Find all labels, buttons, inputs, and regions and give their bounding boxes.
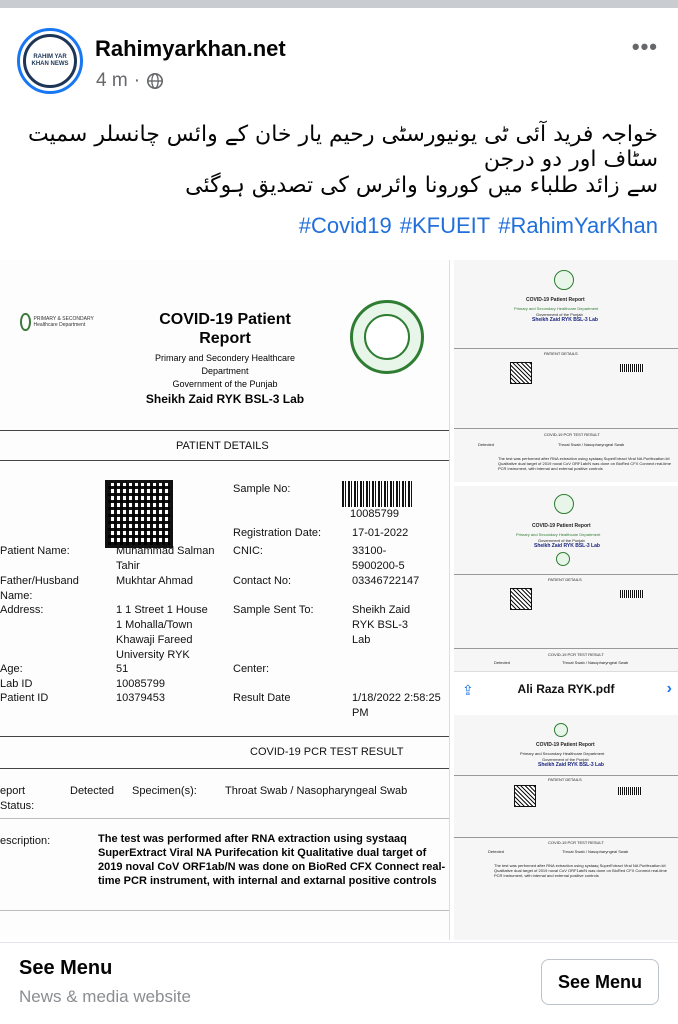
pdf-preview-bar (454, 671, 678, 711)
punjab-seal (350, 300, 424, 374)
result-date-value: 1/18/2022 2:58:25 PM (352, 692, 441, 719)
thumb-seal (554, 494, 574, 514)
hashtag-list (299, 213, 658, 239)
sample-no-label: Sample No: (233, 483, 291, 495)
post-header (0, 20, 678, 100)
report-status-value: Detected (70, 785, 115, 797)
globe-icon (146, 72, 164, 90)
thumb-divider (454, 348, 678, 349)
report-lab: Sheikh Zaid RYK BSL-3 Lab (145, 392, 305, 406)
thumb-title: COVID-19 Patient Report (532, 523, 591, 529)
thumb-divider (454, 837, 678, 838)
see-menu-button[interactable]: See Menu (541, 959, 659, 1005)
more-options-icon[interactable]: ••• (631, 34, 658, 59)
see-menu-title[interactable]: See Menu (19, 957, 113, 979)
thumb-barcode (618, 787, 642, 795)
thumb-divider (454, 648, 678, 649)
post-text-line-1: خواجہ فرید آئی ٹی یونیورسٹی رحیم یار خان کے وائس چانسلر سمیت سٹاف اور دو درجن (27, 122, 658, 172)
thumb-specimen: Throat Swab / Nasopharyngeal Swab (558, 442, 625, 447)
share-icon[interactable]: ⇪ (462, 682, 474, 698)
thumbnail-report-2[interactable] (454, 486, 678, 711)
thumb-detected: Detected (488, 849, 505, 854)
page-category: News & media website (19, 987, 191, 1006)
thumb-lab: Sheikh Zaid RYK BSL-3 Lab (532, 317, 598, 323)
thumb-patient-details: PATIENT DETAILS (548, 777, 582, 782)
thumbnail-report-1[interactable] (454, 260, 678, 482)
thumb-detected: Detected (478, 442, 495, 447)
hashtag-rahimyarkhan[interactable]: #RahimYarKhan (498, 213, 658, 238)
thumb-dept: Primary and Secondary Healthcare Department (516, 532, 601, 537)
divider (0, 736, 450, 737)
thumbnail-report-3[interactable] (454, 715, 678, 940)
age-value: 51 (116, 663, 129, 675)
post-meta (96, 70, 164, 92)
thumb-patient-details: PATIENT DETAILS (548, 577, 582, 582)
logo-text: PRIMARY & SECONDARY Healthcare Department (33, 316, 94, 328)
thumb-gov: Government of the Punjab (542, 757, 589, 762)
report-department (140, 352, 310, 391)
thumb-dept: Primary and Secondary Healthcare Department (514, 306, 599, 311)
patient-id-value: 10379453 (116, 692, 165, 704)
pdf-file-name[interactable]: Ali Raza RYK.pdf (517, 682, 615, 696)
contact-value: 03346722147 (352, 575, 420, 587)
report-status-label: eport Status: (0, 785, 35, 812)
thumb-divider (454, 574, 678, 575)
main-report-image[interactable] (0, 260, 450, 940)
sample-no-value: 10085799 (350, 508, 399, 520)
thumb-qr-code (514, 785, 536, 807)
meta-separator: · (133, 70, 141, 91)
qr-code (105, 480, 173, 548)
thumb-lab: Sheikh Zaid RYK BSL-3 Lab (534, 543, 600, 549)
top-divider (0, 0, 678, 8)
patient-id-label: Patient ID (0, 692, 49, 704)
divider (0, 768, 450, 769)
avatar-logo-text: RAHIM YAR KHAN NEWS (31, 54, 69, 67)
thumb-gov: Government of the Punjab (538, 538, 585, 543)
page-name[interactable]: Rahimyarkhan.net (95, 36, 286, 61)
health-dept-logo (20, 310, 95, 334)
chevron-right-icon[interactable]: › (666, 680, 672, 697)
result-date-label: Result Date (233, 692, 291, 704)
contact-label: Contact No: (233, 575, 292, 587)
thumb-barcode (620, 364, 644, 372)
thumb-qr-code (510, 588, 532, 610)
post-time[interactable]: 4 m (96, 70, 128, 91)
address-value: 1 1 Street 1 House 1 Mohalla/Town Khawaji Fareed University RYK (116, 604, 208, 661)
patient-details-heading: PATIENT DETAILS (176, 440, 269, 452)
sent-to-label: Sample Sent To: (233, 604, 314, 616)
divider (0, 430, 450, 431)
father-name-label: Father/Husband Name: (0, 575, 79, 602)
thumb-qr-code (510, 362, 532, 384)
address-label: Address: (0, 604, 44, 616)
thumb-specimen: Throat Swab / Nasopharyngeal Swab (562, 660, 629, 665)
post-text-line-2: سے زائد طلباء میں کورونا وائرس کی تصدیق ہوگئی (185, 173, 658, 198)
barcode (342, 481, 412, 507)
cnic-label: CNIC: (233, 545, 263, 557)
report-title: COVID-19 Patient Report (159, 311, 291, 347)
thumb-pcr: COVID-19 PCR TEST RESULT (548, 652, 604, 657)
thumb-dept: Primary and Secondary Healthcare Department (520, 751, 605, 756)
post-image-grid (0, 260, 678, 940)
center-label: Center: (233, 663, 270, 675)
report-gov: Government of the Punjab (172, 379, 278, 389)
thumb-pcr: COVID-19 PCR TEST RESULT (544, 432, 600, 437)
thumb-gov: Government of the Punjab (536, 312, 583, 317)
thumb-stamp (556, 552, 570, 566)
patient-name-label: Patient Name: (0, 545, 70, 557)
thumb-specimen: Throat Swab / Nasopharyngeal Swab (562, 849, 629, 854)
divider (0, 460, 450, 461)
description-label: escription: (0, 835, 51, 847)
thumb-lab: Sheikh Zaid RYK BSL-3 Lab (538, 762, 604, 768)
divider (0, 818, 450, 819)
thumb-desc: The test was performed after RNA extraction using systaaq SuperExtract Viral NA Purifecation kit Qualitative dual target of 2019 noval CoV ORF1ab/N was done on BioRed CFX Connect real-time PCR instrument, with internal and external positive controls (498, 456, 671, 471)
pcr-result-heading: COVID-19 PCR TEST RESULT (250, 746, 404, 758)
thumb-divider (454, 775, 678, 776)
thumb-pcr: COVID-19 PCR TEST RESULT (548, 840, 604, 845)
sent-to-value: Sheikh Zaid RYK BSL-3 Lab (352, 604, 411, 646)
thumb-desc: The test was performed after RNA extraction using systaaq SuperExtract Viral NA Purifecation kit Qualitative dual target of 2019 noval CoV ORF1ab/N was done on BioRed CFX Connect real-time PCR instrument, with internal and external positive controls (494, 863, 667, 878)
age-label: Age: (0, 663, 23, 675)
page-avatar[interactable] (17, 28, 83, 94)
thumb-title: COVID-19 Patient Report (536, 742, 595, 748)
hashtag-kfueit[interactable]: #KFUEIT (399, 213, 491, 238)
thumb-barcode (620, 590, 644, 598)
specimen-label: Specimen(s): (132, 785, 197, 797)
thumb-title: COVID-19 Patient Report (526, 297, 585, 303)
description-value: The test was performed after RNA extraction using systaaq SuperExtract Viral NA Purifecation kit Qualitative dual target of 2019 noval CoV ORF1ab/N was done on BioRed CFX Connect real-time PCR instrument, with internal and extarnal positive controls (98, 833, 446, 887)
cnic-value: 33100-5900200-5 (352, 545, 405, 572)
registration-date-label: Registration Date: (233, 527, 322, 539)
hashtag-covid19[interactable]: #Covid19 (298, 213, 392, 238)
specimen-value: Throat Swab / Nasopharyngeal Swab (225, 785, 408, 797)
report-dept-name: Primary and Secondery Healthcare Department (154, 353, 296, 376)
father-name-value: Mukhtar Ahmad (116, 575, 194, 587)
divider (0, 910, 450, 911)
thumb-seal (554, 723, 568, 737)
registration-date-value: 17-01-2022 (352, 527, 409, 539)
thumb-detected: Detected (494, 660, 511, 665)
lab-id-label: Lab ID (0, 678, 33, 690)
logo-mark (20, 313, 31, 331)
lab-id-value: 10085799 (116, 678, 165, 690)
thumb-seal (554, 270, 574, 290)
thumb-divider (454, 428, 678, 429)
thumb-patient-details: PATIENT DETAILS (544, 351, 578, 356)
page-cta-footer (0, 942, 678, 1024)
patient-name-value: Muhammad Salman Tahir (116, 545, 215, 572)
